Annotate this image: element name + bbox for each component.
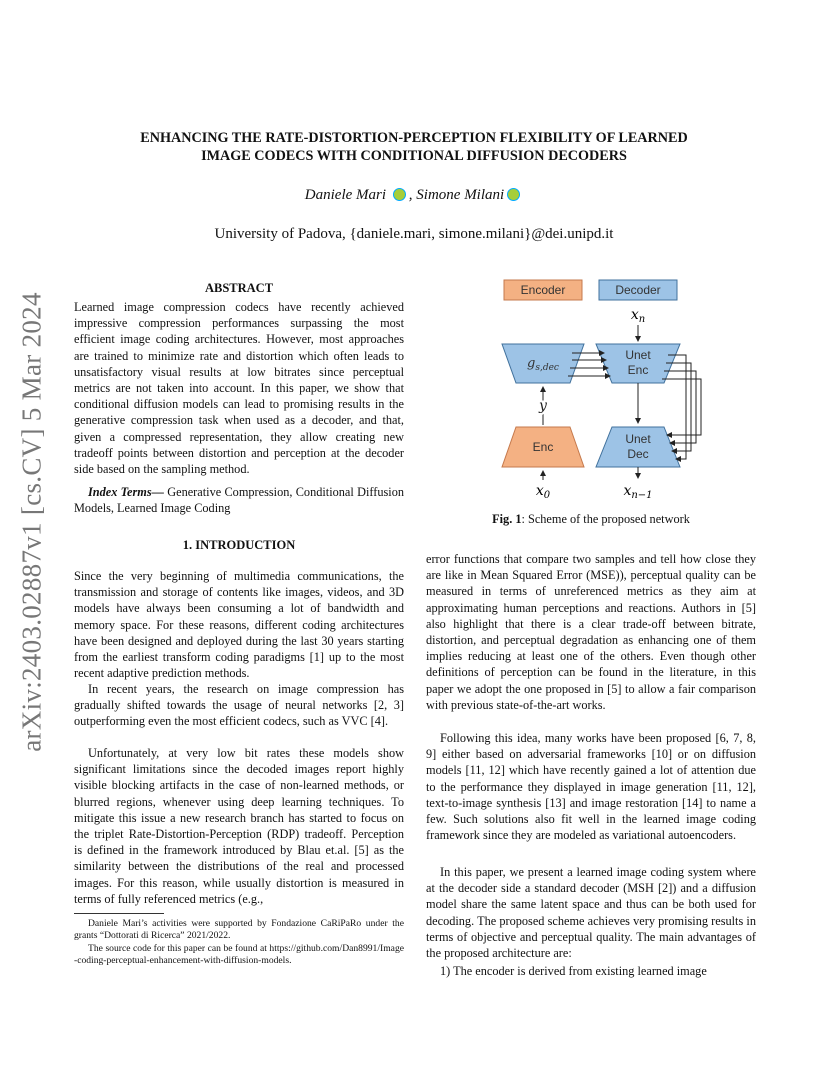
footnote-2: The source code for this paper can be found at https://github.com/Dan8991/Image-coding-perceptual-enhancement-with-diffusion-models. <box>74 943 404 967</box>
affiliation: University of Padova, {daniele.mari, simone.milani}@dei.unipd.it <box>214 226 614 242</box>
intro-heading: 1. INTRODUCTION <box>182 538 296 552</box>
authors: Daniele Mari , Simone Milani <box>60 187 768 204</box>
gs-dec-label: $g_{s,dec}$ <box>527 356 559 373</box>
decoder-legend-label: Decoder <box>615 283 661 297</box>
svg-text:Unet: Unet <box>625 432 651 446</box>
author-1: Daniele Mari <box>304 187 387 203</box>
index-terms: Index Terms— Generative Compression, Conditional Diffusion Models, Learned Image Coding <box>74 485 404 516</box>
svg-text:Unet: Unet <box>625 348 651 362</box>
right-paragraph-2: Following this idea, many works have been proposed [6, 7, 8, 9] either based on adversarial frameworks [10] or on diffusion models [11, 12] which have recently gained a lot of attention due to the performance they displayed in image generation [11, 12], text-to-image synthesis [13] and image restoration [14] to name a few. Such solutions also fit well in the learned image coding framework since they are modeled as variational autoencoders. <box>426 731 756 843</box>
abstract-heading: ABSTRACT <box>204 281 274 295</box>
y-label: y <box>539 398 547 414</box>
intro-paragraph-2: In recent years, the research on image compression has gradually shifted towards the usage of neural networks [2, 3] outperforming even the most efficient codecs, such as VVC [4]. <box>74 682 404 729</box>
abstract-text: Learned image compression codecs have recently achieved impressive compression performances surpassing the most efficient image coding architectures. However, most approaches are trained to minimize rate and distortion which often leads to unsatisfactory visual results at low bitrates since perceptual metrics are not taken into account. In this paper, we show that conditional diffusion models can lead to promising results in the generative compression task when used as a decoder, and that, given a compressed representation, they allow creating new tradeoff points between distortion and perception at the decoder side based on the sampling method. <box>74 300 404 477</box>
orcid-icon[interactable] <box>507 188 520 201</box>
intro-paragraph-1: Since the very beginning of multimedia communications, the transmission and storage of contents like images, videos, and 3D models have always been consuming a lot of bandwidth and memory space. For these reasons, different coding architectures have been designed and deployed during the last 30 years starting from the earliest transform coding paradigms [1] up to the most recent adaptive prediction methods. <box>74 569 404 681</box>
footnote-1: Daniele Mari’s activities were supported by Fondazione CaRiPaRo under the grants “Dottorati di Ricerca” 2021/2022. <box>74 918 404 942</box>
right-paragraph-3: In this paper, we present a learned image coding system where at the decoder side a standard decoder (MSH [2]) and a diffusion model share the same latent space and thus can be both used for decoding. The proposed scheme achieves very promising results in terms of objective and perceptual quality. The main advantages of the proposed architecture are: <box>426 865 756 961</box>
enc-label: Enc <box>532 440 554 454</box>
list-item-1: 1) The encoder is derived from existing learned image <box>440 964 707 978</box>
intro-paragraph-3: Unfortunately, at very low bit rates these models show significant limitations since the decoded images report highly visible blocking artifacts in the case of non-learned methods, or blurred regions, whenever using deep learning techniques. To mitigate this issue a new research branch has started to focus on the triplet Rate-Distortion-Perception (RDP) tradeoff. Perception is defined in the framework introduced by Blau et.al. [5] as the similarity between the distributions of the real and processed images. For this reason, while usually distortion is measured in terms of fully referenced metrics (e.g., <box>74 746 404 906</box>
paper-title: ENHANCING THE RATE-DISTORTION-PERCEPTION FLEXIBILITY OF LEARNED IMAGE CODECS WITH CONDITIONAL DIFFUSION DECODERS <box>140 130 688 164</box>
figure-caption: Fig. 1: Scheme of the proposed network <box>492 512 690 526</box>
orcid-icon[interactable] <box>393 188 406 201</box>
network-diagram <box>490 275 710 505</box>
footnote-rule <box>74 913 164 914</box>
author-2: Simone Milani <box>416 187 505 203</box>
right-paragraph-1: error functions that compare two samples and tell how close they are like in Mean Squared Error (MSE)), perceptual quality can be measured in terms of unreferenced metrics as they aim at approximating human perceptions and reactions. Authors in [5] also highlight that there is a clear trade-off between bitrate, distortion, and perceptual degradation as enhancing one of them implies reducing at least one of the others. Even though other definitions of perception can be found in the literature, in this paper we adopt the one proposed in [5] to allow a fair comparison with previous state-of-the-art works. <box>426 552 756 712</box>
svg-text:Enc: Enc <box>627 363 649 377</box>
svg-text:Dec: Dec <box>627 447 649 461</box>
xn1-label: $x_{n-1}$ <box>623 483 653 501</box>
encoder-legend-label: Encoder <box>520 283 566 297</box>
x0-label: $x_0$ <box>535 483 551 501</box>
xn-label: $x_n$ <box>630 307 646 325</box>
arxiv-identifier: arXiv:2403.02887v1 [cs.CV] 5 Mar 2024 <box>16 292 47 752</box>
